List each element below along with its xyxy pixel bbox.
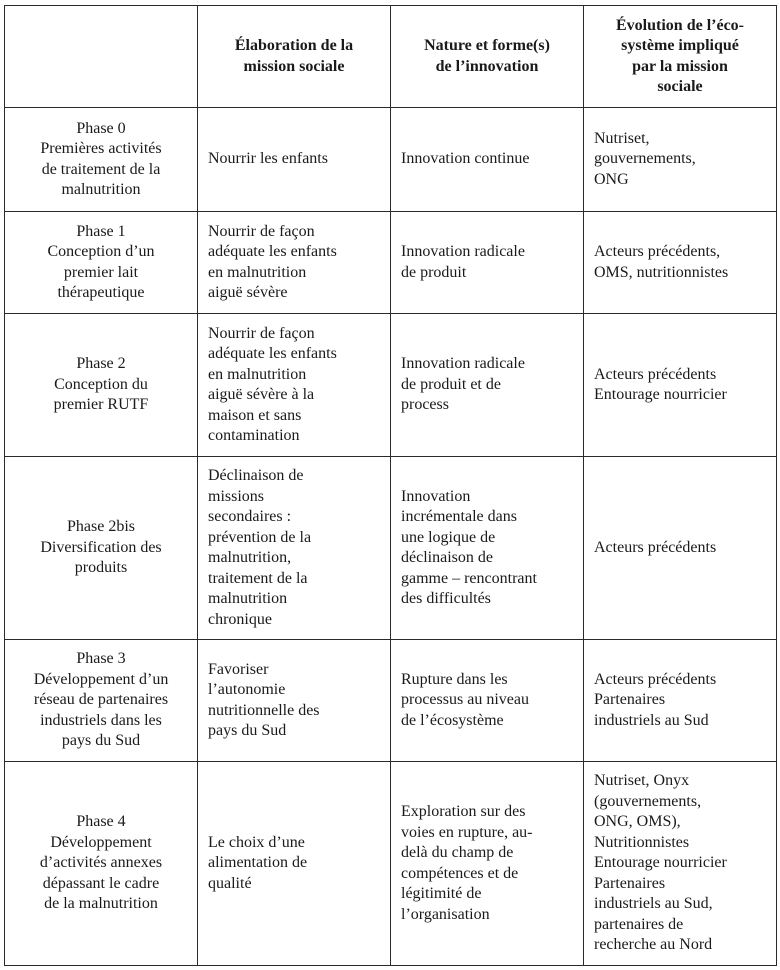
phase-cell bbox=[5, 212, 198, 314]
cell-line: delà du champ de bbox=[401, 844, 514, 861]
innovation-cell bbox=[391, 457, 584, 640]
innovation-cell bbox=[391, 762, 584, 966]
cell-line: Premières activités bbox=[40, 140, 162, 157]
table-body bbox=[5, 108, 777, 966]
cell-line: Rupture dans les bbox=[401, 670, 508, 688]
cell-line: process bbox=[401, 396, 449, 414]
cell-line: malnutrition bbox=[208, 590, 288, 607]
cell-line: réseau de partenaires bbox=[33, 691, 169, 709]
cell-line: Évolution de l’éco- bbox=[616, 16, 744, 34]
cell-line: industriels au Sud bbox=[594, 711, 709, 729]
table-row bbox=[5, 108, 777, 212]
cell-line: adéquate les enfants bbox=[208, 243, 337, 260]
mission-cell bbox=[198, 314, 391, 457]
cell-line: de la malnutrition bbox=[44, 895, 158, 913]
cell-line: prévention de la bbox=[208, 528, 312, 546]
cell-line: de produit bbox=[401, 263, 467, 281]
cell-line: malnutrition, bbox=[208, 549, 292, 566]
cell-line: des difficultés bbox=[401, 590, 491, 607]
cell-line: Conception d’un bbox=[47, 243, 155, 260]
cell-line: Développement bbox=[50, 833, 152, 851]
cell-line: Nutritionnistes bbox=[594, 833, 690, 851]
ecosystem-cell bbox=[584, 108, 777, 212]
cell-line: recherche au Nord bbox=[594, 936, 713, 954]
table-row bbox=[5, 314, 777, 457]
header-phase bbox=[5, 6, 198, 108]
innovation-cell bbox=[391, 314, 584, 457]
cell-line: alimentation de bbox=[208, 854, 308, 872]
cell-line: aiguë sévère à la bbox=[208, 386, 315, 403]
cell-line: Innovation radicale bbox=[401, 243, 525, 260]
cell-line: en malnutrition bbox=[208, 365, 307, 383]
phases-table bbox=[4, 5, 777, 966]
cell-line: premier lait bbox=[63, 263, 139, 281]
cell-line: Nature et forme(s) bbox=[424, 37, 550, 54]
ecosystem-cell bbox=[584, 762, 777, 966]
cell-line: une logique de bbox=[401, 528, 496, 546]
cell-line: Développement d’un bbox=[33, 670, 169, 688]
cell-line: produits bbox=[74, 559, 128, 577]
cell-line: gamme – rencontrant bbox=[401, 569, 537, 587]
cell-line: (gouvernements, bbox=[594, 792, 702, 810]
cell-line: missions bbox=[208, 487, 265, 505]
phase-cell bbox=[5, 108, 198, 212]
mission-cell bbox=[198, 108, 391, 212]
header-innovation bbox=[391, 6, 584, 108]
cell-line: Nourrir de façon bbox=[208, 324, 315, 342]
cell-line: nutritionnelle des bbox=[208, 701, 320, 719]
cell-line: déclinaison de bbox=[401, 549, 493, 566]
cell-line: Déclinaison de bbox=[208, 467, 304, 484]
cell-line: Élaboration de la bbox=[234, 37, 354, 54]
cell-line: compétences et de bbox=[401, 864, 519, 882]
cell-line: Acteurs précédents bbox=[594, 538, 717, 556]
cell-line: Conception du bbox=[54, 375, 148, 393]
ecosystem-cell bbox=[584, 212, 777, 314]
phase-cell bbox=[5, 640, 198, 762]
cell-line: chronique bbox=[208, 610, 272, 628]
cell-line: Partenaires bbox=[594, 874, 666, 892]
cell-line: Phase 1 bbox=[76, 222, 126, 240]
cell-line: industriels dans les bbox=[40, 711, 162, 729]
cell-line: Phase 4 bbox=[76, 813, 126, 831]
cell-line: Phase 2 bbox=[76, 355, 126, 373]
cell-line: l’organisation bbox=[401, 905, 490, 923]
cell-line: processus au niveau bbox=[401, 691, 529, 709]
cell-line: en malnutrition bbox=[208, 263, 307, 281]
cell-line: maison et sans bbox=[208, 406, 302, 424]
cell-line: pays du Sud bbox=[208, 722, 287, 739]
cell-line: Acteurs précédents bbox=[594, 365, 717, 383]
cell-line: de produit et de bbox=[401, 375, 501, 393]
innovation-cell bbox=[391, 108, 584, 212]
table-row bbox=[5, 212, 777, 314]
cell-line: Entourage nourricier bbox=[594, 854, 727, 872]
cell-line: incrémentale dans bbox=[401, 508, 517, 525]
cell-line: gouvernements, bbox=[594, 150, 696, 168]
cell-line: adéquate les enfants bbox=[208, 345, 337, 362]
cell-line: l’autonomie bbox=[208, 681, 286, 698]
cell-line: Le choix d’une bbox=[208, 833, 305, 851]
cell-line: Partenaires bbox=[594, 691, 666, 709]
cell-line: Phase 2bis bbox=[67, 518, 135, 536]
cell-line: Nutriset, Onyx bbox=[594, 772, 690, 790]
cell-line: de traitement de la bbox=[41, 160, 161, 178]
cell-line: Innovation bbox=[401, 487, 471, 505]
header-row bbox=[5, 6, 777, 108]
cell-line: partenaires de bbox=[594, 915, 684, 933]
cell-line: malnutrition bbox=[61, 181, 141, 198]
cell-line: d’activités annexes bbox=[39, 854, 163, 872]
phase-cell bbox=[5, 457, 198, 640]
table-row bbox=[5, 640, 777, 762]
mission-cell bbox=[198, 212, 391, 314]
phase-cell bbox=[5, 762, 198, 966]
cell-line: légitimité de bbox=[401, 885, 482, 902]
cell-line: voies en rupture, au- bbox=[401, 823, 533, 841]
cell-line: pays du Sud bbox=[61, 732, 141, 750]
ecosystem-cell bbox=[584, 640, 777, 762]
cell-line: ONG bbox=[594, 170, 629, 188]
phase-cell bbox=[5, 314, 198, 457]
cell-line: Favoriser bbox=[208, 660, 269, 678]
cell-line: Acteurs précédents, bbox=[594, 243, 721, 260]
mission-cell bbox=[198, 762, 391, 966]
header-mission bbox=[198, 6, 391, 108]
cell-line: Diversification des bbox=[40, 538, 162, 556]
table-row bbox=[5, 762, 777, 966]
ecosystem-cell bbox=[584, 457, 777, 640]
cell-line: contamination bbox=[208, 427, 300, 444]
cell-line: industriels au Sud, bbox=[594, 895, 713, 913]
cell-line: OMS, nutritionnistes bbox=[594, 263, 729, 281]
cell-line: dépassant le cadre bbox=[42, 874, 160, 892]
cell-line: Entourage nourricier bbox=[594, 386, 727, 403]
cell-line: Nourrir de façon bbox=[208, 222, 315, 240]
ecosystem-cell bbox=[584, 314, 777, 457]
cell-line: Nourrir les enfants bbox=[208, 150, 328, 168]
cell-line: Innovation continue bbox=[401, 150, 530, 168]
cell-line: Innovation radicale bbox=[401, 355, 525, 373]
cell-line: premier RUTF bbox=[53, 396, 149, 414]
cell-line: thérapeutique bbox=[57, 284, 145, 301]
cell-line: secondaires : bbox=[208, 508, 292, 525]
cell-line: système impliqué bbox=[621, 37, 739, 54]
cell-line: Exploration sur des bbox=[401, 803, 526, 820]
cell-line: sociale bbox=[657, 78, 703, 95]
innovation-cell bbox=[391, 212, 584, 314]
mission-cell bbox=[198, 457, 391, 640]
cell-line: Nutriset, bbox=[594, 129, 650, 147]
cell-line: Phase 0 bbox=[76, 119, 126, 137]
mission-cell bbox=[198, 640, 391, 762]
cell-line: par la mission bbox=[632, 57, 728, 75]
cell-line: Acteurs précédents bbox=[594, 670, 717, 688]
header-ecosystem bbox=[584, 6, 777, 108]
cell-line: Phase 3 bbox=[76, 650, 126, 668]
cell-line: traitement de la bbox=[208, 569, 308, 587]
cell-line: aiguë sévère bbox=[208, 284, 288, 301]
innovation-cell bbox=[391, 640, 584, 762]
cell-line: de l’écosystème bbox=[401, 711, 504, 729]
cell-line: qualité bbox=[208, 874, 252, 892]
cell-line: ONG, OMS), bbox=[594, 813, 681, 831]
cell-line: de l’innovation bbox=[435, 57, 539, 75]
cell-line: mission sociale bbox=[243, 57, 345, 75]
table-row bbox=[5, 457, 777, 640]
